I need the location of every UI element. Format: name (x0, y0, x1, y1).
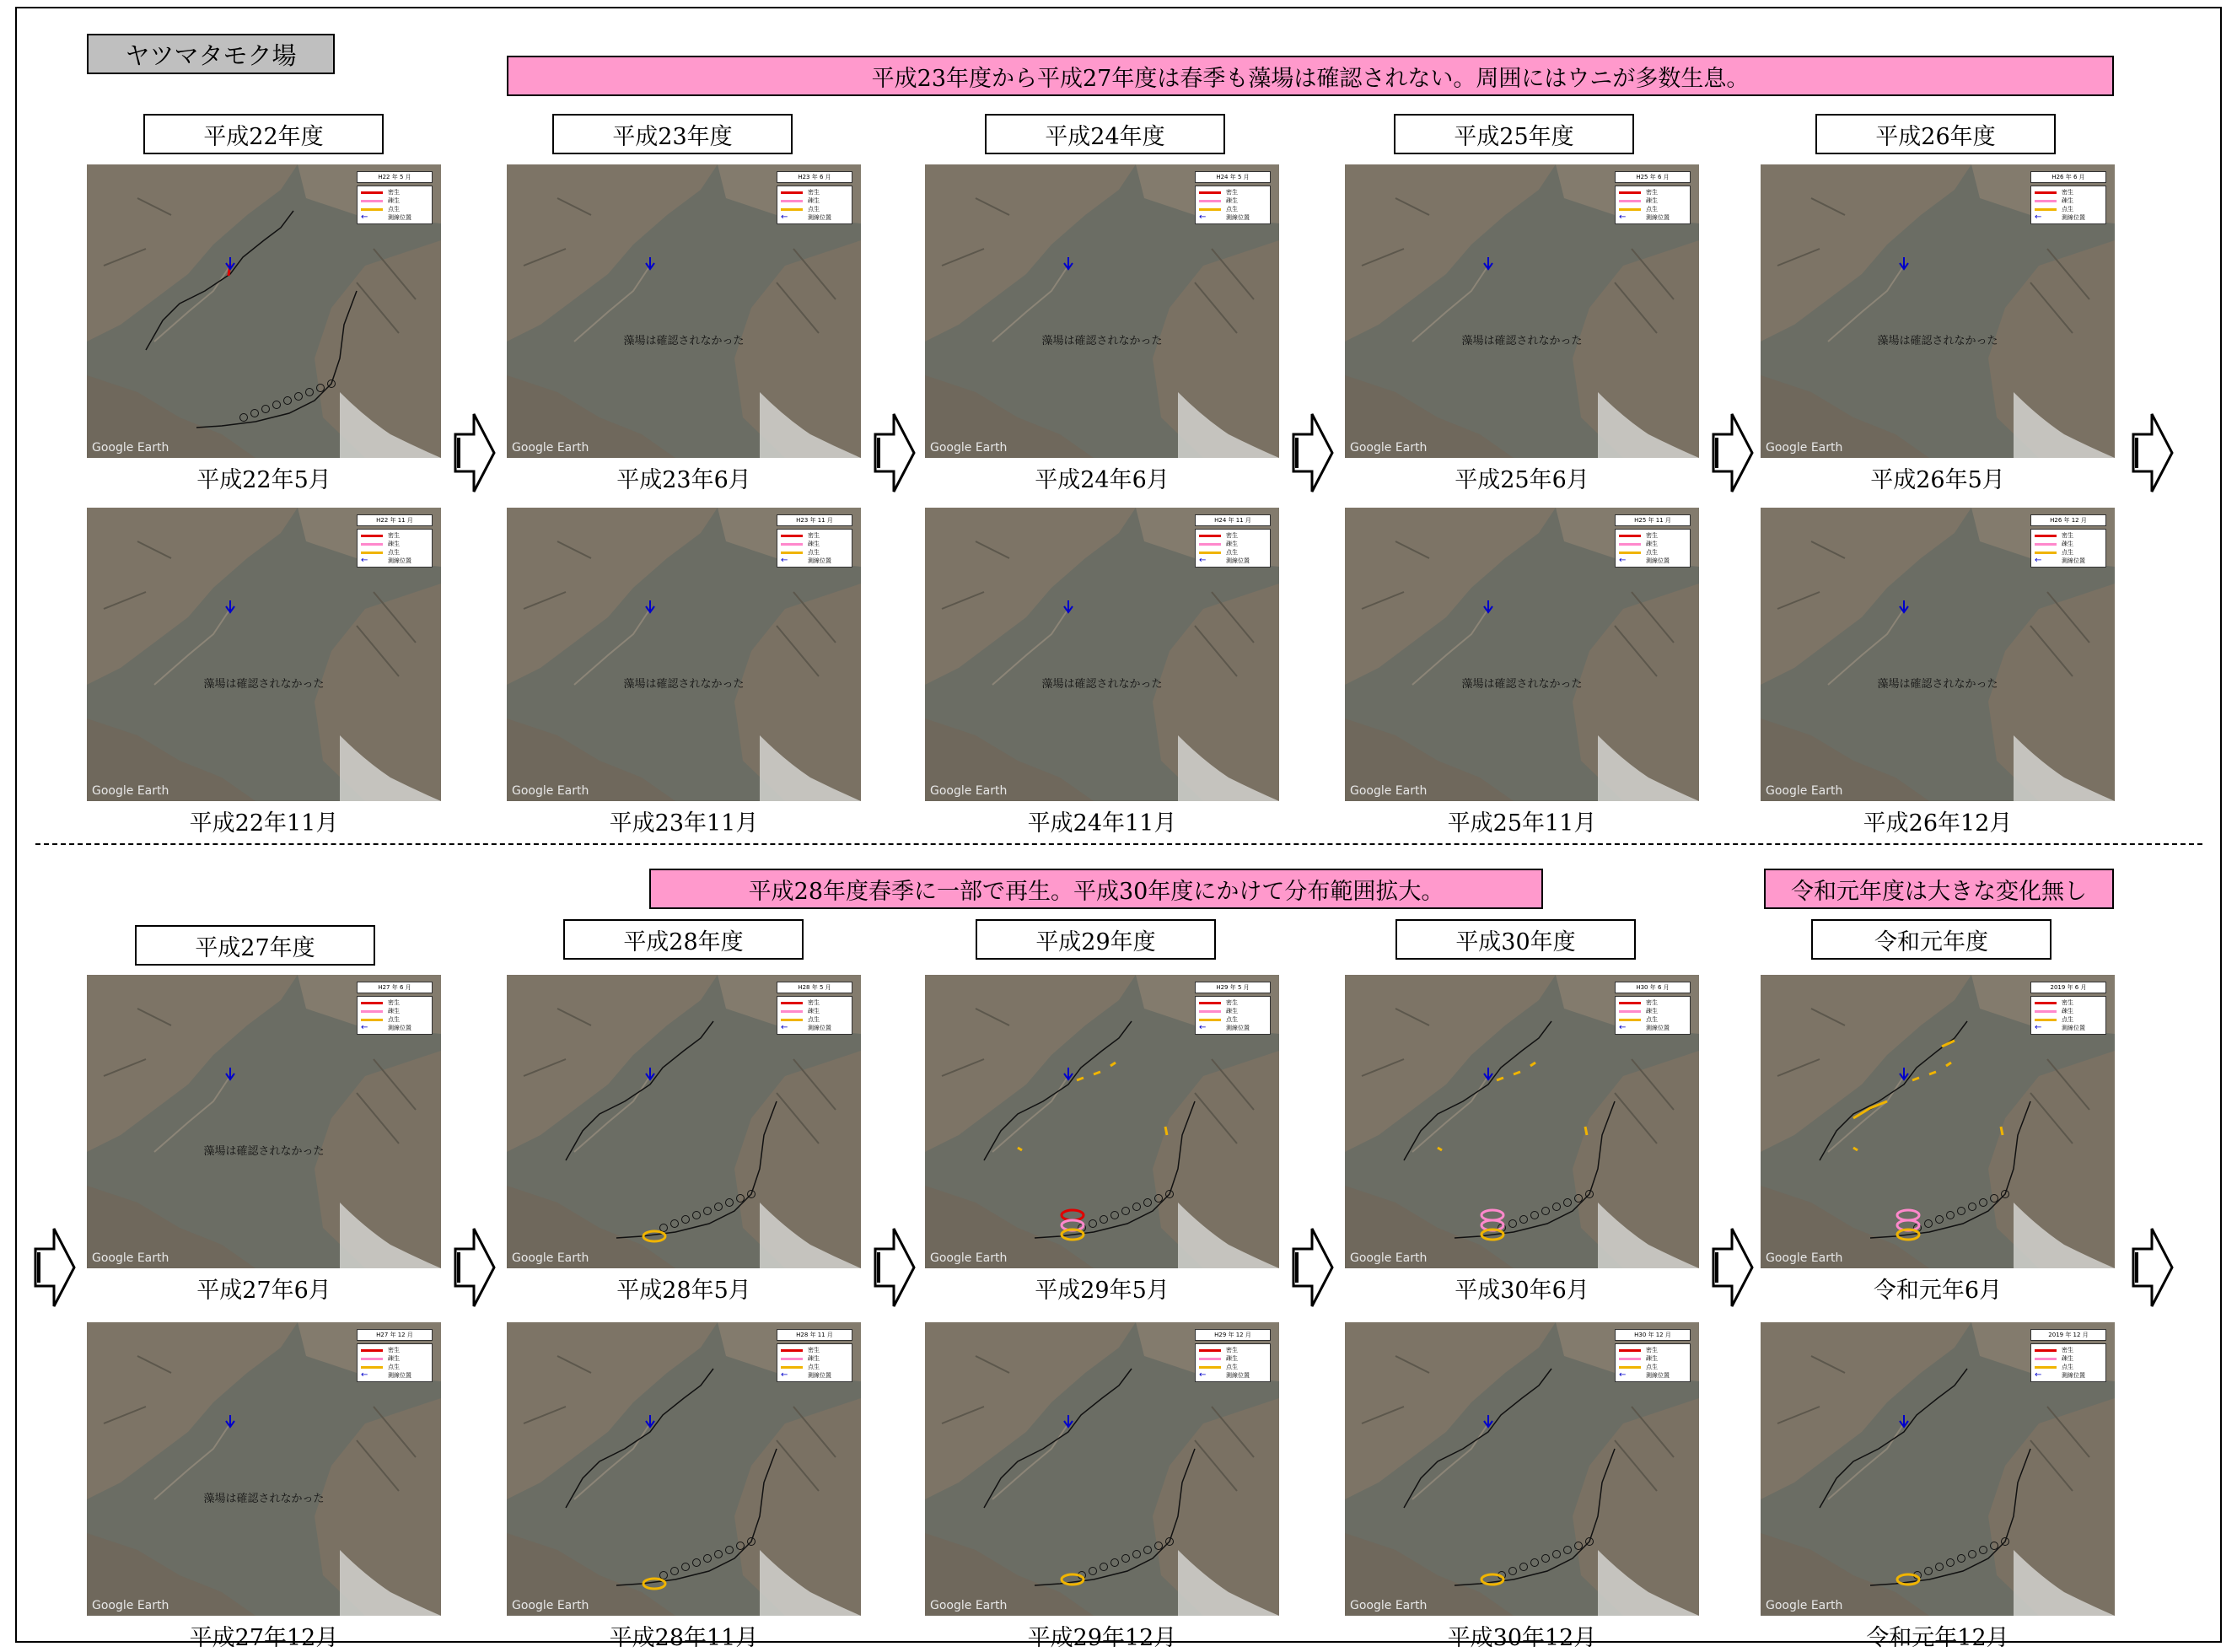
next-period-arrow-icon (2132, 411, 2174, 498)
year-label-r1: 令和元年度 (1811, 919, 2051, 960)
legend-dense: 密生 (388, 1347, 400, 1353)
year-label-h26: 平成26年度 (1815, 114, 2056, 154)
map-m3 (507, 164, 861, 458)
map-caption: 平成24年11月 (1027, 810, 1177, 837)
legend-sparse: 疎生 (1226, 197, 1238, 204)
legend-scattered: 点生 (388, 1364, 400, 1370)
google-earth-watermark: Google Earth (1766, 1599, 1843, 1612)
google-earth-watermark: Google Earth (930, 441, 1008, 455)
map-date-label: H28 年 11 月 (777, 1329, 852, 1341)
banner-h23-h27: 平成23年度から平成27年度は春季も藻場は確認されない。周囲にはウニが多数生息。 (507, 56, 2114, 96)
site-title: ヤツマタモク場 (87, 34, 335, 74)
next-period-arrow-icon (454, 1225, 496, 1313)
google-earth-watermark: Google Earth (1350, 1599, 1428, 1612)
map-legend: H29 年 5 月 密生 疎生 点生 ← 測線位置 (1195, 982, 1271, 1035)
legend-transect: 測線位置 (1226, 214, 1250, 221)
google-earth-watermark: Google Earth (1766, 1251, 1843, 1265)
map-date-label: H29 年 12 月 (1195, 1329, 1271, 1341)
legend-scattered: 点生 (1226, 206, 1238, 213)
no-seagrass-note: 藻場は確認されなかった (1041, 335, 1163, 347)
map-m4 (507, 508, 861, 801)
google-earth-watermark: Google Earth (1350, 441, 1428, 455)
map-m8 (1345, 508, 1699, 801)
map-caption: 平成27年12月 (189, 1625, 339, 1651)
legend-sparse: 疎生 (2062, 197, 2073, 204)
legend-dense: 密生 (1226, 532, 1238, 539)
legend-transect: 測線位置 (1646, 1372, 1670, 1379)
google-earth-watermark: Google Earth (512, 441, 589, 455)
map-caption: 平成24年6月 (1035, 467, 1170, 493)
legend-sparse: 疎生 (808, 1008, 820, 1014)
map-caption: 平成22年11月 (189, 810, 339, 837)
legend-dense: 密生 (1646, 189, 1658, 196)
legend-transect: 測線位置 (1646, 557, 1670, 564)
legend-scattered: 点生 (2062, 1016, 2073, 1023)
legend-dense: 密生 (808, 999, 820, 1006)
map-caption: 平成30年6月 (1455, 1278, 1589, 1304)
next-period-arrow-icon (874, 1225, 916, 1313)
legend-sparse: 疎生 (808, 541, 820, 547)
legend-scattered: 点生 (1226, 1016, 1238, 1023)
map-legend: H28 年 11 月 密生 疎生 点生 ← 測線位置 (777, 1329, 852, 1382)
legend-scattered: 点生 (388, 1016, 400, 1023)
legend-dense: 密生 (1226, 189, 1238, 196)
map-m19 (1761, 975, 2115, 1268)
map-caption: 平成28年11月 (609, 1625, 759, 1651)
google-earth-watermark: Google Earth (1766, 441, 1843, 455)
legend-scattered: 点生 (1226, 549, 1238, 556)
next-period-arrow-icon (1292, 411, 1334, 498)
map-legend: H23 年 11 月 密生 疎生 点生 ← 測線位置 (777, 514, 852, 568)
google-earth-watermark: Google Earth (512, 1251, 589, 1265)
map-m11 (87, 975, 441, 1268)
legend-transect: 測線位置 (1646, 214, 1670, 221)
map-date-label: H26 年 6 月 (2030, 171, 2106, 183)
no-seagrass-note: 藻場は確認されなかった (203, 678, 325, 691)
legend-sparse: 疎生 (808, 1355, 820, 1362)
map-caption: 平成28年5月 (616, 1278, 751, 1304)
no-seagrass-note: 藻場は確認されなかった (623, 678, 745, 691)
legend-sparse: 疎生 (388, 541, 400, 547)
map-legend: H25 年 6 月 密生 疎生 点生 ← 測線位置 (1615, 171, 1691, 224)
map-date-label: H30 年 12 月 (1615, 1329, 1691, 1341)
map-date-label: 2019 年 12 月 (2030, 1329, 2106, 1341)
map-legend: 2019 年 12 月 密生 疎生 点生 ← 測線位置 (2030, 1329, 2106, 1382)
map-date-label: H28 年 5 月 (777, 982, 852, 993)
map-legend: H30 年 6 月 密生 疎生 点生 ← 測線位置 (1615, 982, 1691, 1035)
map-legend: H24 年 11 月 密生 疎生 点生 ← 測線位置 (1195, 514, 1271, 568)
legend-scattered: 点生 (1646, 206, 1658, 213)
legend-transect: 測線位置 (808, 214, 831, 221)
year-label-h27: 平成27年度 (135, 925, 375, 966)
no-seagrass-note: 藻場は確認されなかった (1877, 678, 1998, 691)
legend-sparse: 疎生 (2062, 541, 2073, 547)
map-legend: H26 年 12 月 密生 疎生 点生 ← 測線位置 (2030, 514, 2106, 568)
map-date-label: H25 年 11 月 (1615, 514, 1691, 526)
banner-r1: 令和元年度は大きな変化無し (1764, 869, 2114, 909)
map-date-label: H25 年 6 月 (1615, 171, 1691, 183)
year-label-h28: 平成28年度 (563, 919, 804, 960)
google-earth-watermark: Google Earth (1350, 1251, 1428, 1265)
legend-scattered: 点生 (2062, 206, 2073, 213)
next-period-arrow-icon (454, 411, 496, 498)
map-legend: H24 年 5 月 密生 疎生 点生 ← 測線位置 (1195, 171, 1271, 224)
google-earth-watermark: Google Earth (92, 784, 169, 798)
legend-scattered: 点生 (1646, 1364, 1658, 1370)
legend-dense: 密生 (1646, 999, 1658, 1006)
no-seagrass-note: 藻場は確認されなかった (1461, 678, 1583, 691)
map-date-label: H26 年 12 月 (2030, 514, 2106, 526)
legend-scattered: 点生 (388, 206, 400, 213)
legend-transect: 測線位置 (388, 1372, 411, 1379)
map-m5 (925, 164, 1279, 458)
legend-transect: 測線位置 (388, 214, 411, 221)
map-date-label: H27 年 12 月 (357, 1329, 433, 1341)
map-caption: 令和元年12月 (1866, 1625, 2009, 1651)
map-caption: 平成23年11月 (609, 810, 759, 837)
map-m17 (1345, 975, 1699, 1268)
google-earth-watermark: Google Earth (930, 1599, 1008, 1612)
legend-scattered: 点生 (1226, 1364, 1238, 1370)
legend-scattered: 点生 (2062, 1364, 2073, 1370)
legend-transect: 測線位置 (388, 1025, 411, 1031)
google-earth-watermark: Google Earth (930, 1251, 1008, 1265)
next-period-arrow-icon (2132, 1225, 2174, 1313)
google-earth-watermark: Google Earth (92, 1599, 169, 1612)
legend-transect: 測線位置 (808, 557, 831, 564)
google-earth-watermark: Google Earth (1350, 784, 1428, 798)
legend-sparse: 疎生 (1646, 541, 1658, 547)
legend-sparse: 疎生 (1646, 197, 1658, 204)
map-m18 (1345, 1322, 1699, 1616)
legend-sparse: 疎生 (1226, 1355, 1238, 1362)
google-earth-watermark: Google Earth (930, 784, 1008, 798)
legend-dense: 密生 (1226, 1347, 1238, 1353)
map-caption: 平成26年5月 (1870, 467, 2005, 493)
map-m14 (507, 1322, 861, 1616)
map-m1 (87, 164, 441, 458)
legend-dense: 密生 (1226, 999, 1238, 1006)
map-caption: 平成22年5月 (196, 467, 331, 493)
map-caption: 平成25年6月 (1455, 467, 1589, 493)
legend-dense: 密生 (808, 532, 820, 539)
map-legend: H22 年 11 月 密生 疎生 点生 ← 測線位置 (357, 514, 433, 568)
legend-transect: 測線位置 (808, 1372, 831, 1379)
no-seagrass-note: 藻場は確認されなかった (203, 1145, 325, 1158)
map-caption: 平成30年12月 (1447, 1625, 1597, 1651)
legend-dense: 密生 (2062, 999, 2073, 1006)
no-seagrass-note: 藻場は確認されなかった (1461, 335, 1583, 347)
legend-dense: 密生 (2062, 189, 2073, 196)
section-divider (35, 843, 2202, 845)
legend-dense: 密生 (388, 189, 400, 196)
legend-transect: 測線位置 (2062, 214, 2085, 221)
map-date-label: H23 年 11 月 (777, 514, 852, 526)
next-period-arrow-icon (1712, 1225, 1754, 1313)
banner-h28-h30: 平成28年度春季に一部で再生。平成30年度にかけて分布範囲拡大。 (649, 869, 1543, 909)
map-m2 (87, 508, 441, 801)
legend-sparse: 疎生 (1646, 1008, 1658, 1014)
legend-transect: 測線位置 (1646, 1025, 1670, 1031)
map-legend: H22 年 5 月 密生 疎生 点生 ← 測線位置 (357, 171, 433, 224)
map-caption: 平成25年11月 (1447, 810, 1597, 837)
legend-sparse: 疎生 (388, 197, 400, 204)
legend-dense: 密生 (1646, 1347, 1658, 1353)
map-date-label: H27 年 6 月 (357, 982, 433, 993)
map-date-label: 2019 年 6 月 (2030, 982, 2106, 993)
legend-transect: 測線位置 (2062, 1025, 2085, 1031)
legend-scattered: 点生 (808, 1364, 820, 1370)
google-earth-watermark: Google Earth (1766, 784, 1843, 798)
map-caption: 平成29年5月 (1035, 1278, 1170, 1304)
next-period-arrow-icon (34, 1225, 76, 1313)
map-legend: 2019 年 6 月 密生 疎生 点生 ← 測線位置 (2030, 982, 2106, 1035)
map-legend: H28 年 5 月 密生 疎生 点生 ← 測線位置 (777, 982, 852, 1035)
legend-dense: 密生 (388, 999, 400, 1006)
legend-transect: 測線位置 (808, 1025, 831, 1031)
next-period-arrow-icon (874, 411, 916, 498)
map-date-label: H30 年 6 月 (1615, 982, 1691, 993)
legend-sparse: 疎生 (2062, 1008, 2073, 1014)
map-legend: H27 年 12 月 密生 疎生 点生 ← 測線位置 (357, 1329, 433, 1382)
map-date-label: H22 年 5 月 (357, 171, 433, 183)
legend-sparse: 疎生 (388, 1355, 400, 1362)
legend-scattered: 点生 (1646, 1016, 1658, 1023)
map-legend: H26 年 6 月 密生 疎生 点生 ← 測線位置 (2030, 171, 2106, 224)
map-date-label: H23 年 6 月 (777, 171, 852, 183)
legend-sparse: 疎生 (388, 1008, 400, 1014)
legend-scattered: 点生 (1646, 549, 1658, 556)
legend-transect: 測線位置 (2062, 557, 2085, 564)
next-period-arrow-icon (1292, 1225, 1334, 1313)
google-earth-watermark: Google Earth (512, 784, 589, 798)
legend-sparse: 疎生 (1226, 1008, 1238, 1014)
map-m20 (1761, 1322, 2115, 1616)
map-m13 (507, 975, 861, 1268)
legend-sparse: 疎生 (1226, 541, 1238, 547)
google-earth-watermark: Google Earth (512, 1599, 589, 1612)
legend-dense: 密生 (388, 532, 400, 539)
year-label-h30: 平成30年度 (1395, 919, 1636, 960)
legend-dense: 密生 (808, 189, 820, 196)
year-label-h22: 平成22年度 (143, 114, 384, 154)
legend-transect: 測線位置 (388, 557, 411, 564)
no-seagrass-note: 藻場は確認されなかった (1041, 678, 1163, 691)
year-label-h25: 平成25年度 (1394, 114, 1634, 154)
legend-transect: 測線位置 (1226, 557, 1250, 564)
map-m12 (87, 1322, 441, 1616)
next-period-arrow-icon (1712, 411, 1754, 498)
legend-dense: 密生 (1646, 532, 1658, 539)
map-caption: 平成29年12月 (1027, 1625, 1177, 1651)
map-date-label: H22 年 11 月 (357, 514, 433, 526)
legend-sparse: 疎生 (2062, 1355, 2073, 1362)
map-legend: H29 年 12 月 密生 疎生 点生 ← 測線位置 (1195, 1329, 1271, 1382)
year-label-h29: 平成29年度 (976, 919, 1216, 960)
legend-dense: 密生 (808, 1347, 820, 1353)
year-label-h23: 平成23年度 (552, 114, 793, 154)
map-m15 (925, 975, 1279, 1268)
legend-scattered: 点生 (808, 206, 820, 213)
map-m16 (925, 1322, 1279, 1616)
map-date-label: H24 年 5 月 (1195, 171, 1271, 183)
legend-transect: 測線位置 (1226, 1025, 1250, 1031)
legend-sparse: 疎生 (808, 197, 820, 204)
map-legend: H23 年 6 月 密生 疎生 点生 ← 測線位置 (777, 171, 852, 224)
map-m10 (1761, 508, 2115, 801)
legend-scattered: 点生 (2062, 549, 2073, 556)
map-caption: 平成27年6月 (196, 1278, 331, 1304)
legend-dense: 密生 (2062, 532, 2073, 539)
map-caption: 平成26年12月 (1863, 810, 2013, 837)
legend-scattered: 点生 (808, 549, 820, 556)
google-earth-watermark: Google Earth (92, 1251, 169, 1265)
legend-sparse: 疎生 (1646, 1355, 1658, 1362)
map-caption: 平成23年6月 (616, 467, 751, 493)
no-seagrass-note: 藻場は確認されなかった (623, 335, 745, 347)
map-caption: 令和元年6月 (1873, 1278, 2003, 1304)
no-seagrass-note: 藻場は確認されなかった (203, 1493, 325, 1505)
year-label-h24: 平成24年度 (985, 114, 1225, 154)
google-earth-watermark: Google Earth (92, 441, 169, 455)
legend-transect: 測線位置 (1226, 1372, 1250, 1379)
map-date-label: H29 年 5 月 (1195, 982, 1271, 993)
map-legend: H30 年 12 月 密生 疎生 点生 ← 測線位置 (1615, 1329, 1691, 1382)
legend-scattered: 点生 (388, 549, 400, 556)
legend-dense: 密生 (2062, 1347, 2073, 1353)
map-legend: H27 年 6 月 密生 疎生 点生 ← 測線位置 (357, 982, 433, 1035)
legend-transect: 測線位置 (2062, 1372, 2085, 1379)
map-m9 (1761, 164, 2115, 458)
no-seagrass-note: 藻場は確認されなかった (1877, 335, 1998, 347)
map-legend: H25 年 11 月 密生 疎生 点生 ← 測線位置 (1615, 514, 1691, 568)
map-m7 (1345, 164, 1699, 458)
map-m6 (925, 508, 1279, 801)
legend-scattered: 点生 (808, 1016, 820, 1023)
map-date-label: H24 年 11 月 (1195, 514, 1271, 526)
